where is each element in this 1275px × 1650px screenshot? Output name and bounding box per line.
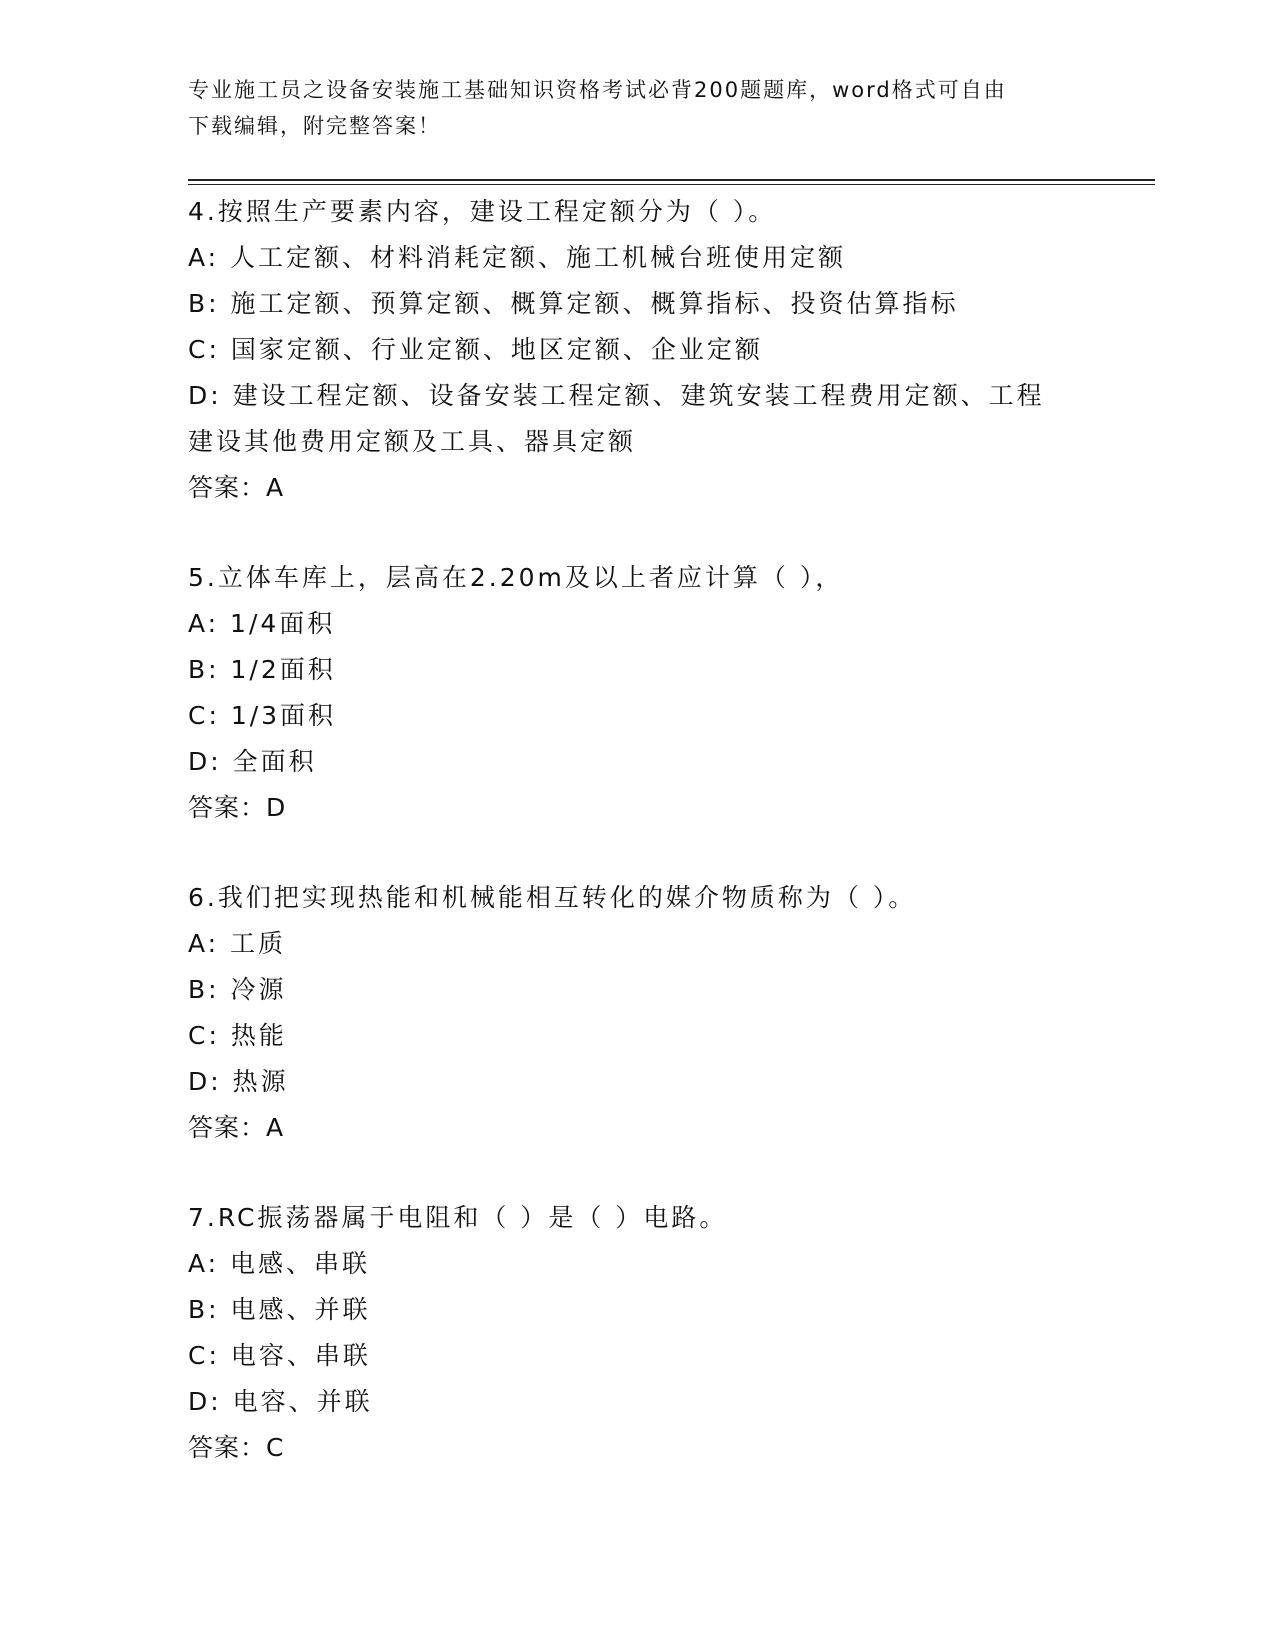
header-line-1: 专业施工员之设备安装施工基础知识资格考试必背200题题库，word格式可自由 [188, 78, 1007, 102]
option-b: B: 电感、并联 [188, 1295, 371, 1324]
question-6 [188, 875, 1088, 1151]
option-c: C: 1/3面积 [188, 701, 337, 730]
option-d-continuation: 建设其他费用定额及工具、器具定额 [188, 427, 637, 456]
document-header [188, 72, 1088, 144]
header-divider-thick [188, 179, 1155, 181]
option-b: B: 1/2面积 [188, 655, 336, 684]
option-d: D: 热源 [188, 1067, 289, 1096]
answer-label: 答案：A [188, 473, 285, 502]
option-a: A: 电感、串联 [188, 1249, 371, 1278]
option-a: A: 人工定额、材料消耗定额、施工机械台班使用定额 [188, 243, 847, 272]
header-line-2: 下载编辑，附完整答案！ [188, 114, 441, 138]
option-a: A: 1/4面积 [188, 609, 336, 638]
option-b: B: 冷源 [188, 975, 287, 1004]
option-c: C: 国家定额、行业定额、地区定额、企业定额 [188, 335, 763, 364]
option-a: A: 工质 [188, 929, 287, 958]
answer-label: 答案：D [188, 793, 287, 822]
option-d: D: 全面积 [188, 747, 317, 776]
question-stem: 6.我们把实现热能和机械能相互转化的媒介物质称为（ ）。 [188, 883, 917, 912]
question-stem: 5.立体车库上，层高在2.20m及以上者应计算（ ）， [188, 563, 844, 592]
header-divider-thin [188, 184, 1155, 185]
option-d: D: 电容、并联 [188, 1387, 373, 1416]
option-c: C: 热能 [188, 1021, 287, 1050]
question-4 [188, 189, 1088, 511]
option-c: C: 电容、串联 [188, 1341, 371, 1370]
option-b: B: 施工定额、预算定额、概算定额、概算指标、投资估算指标 [188, 289, 959, 318]
question-5 [188, 555, 1088, 831]
question-7 [188, 1195, 1088, 1471]
option-d: D: 建设工程定额、设备安装工程定额、建筑安装工程费用定额、工程 [188, 381, 1045, 410]
question-stem: 7.RC振荡器属于电阻和（ ）是（ ）电路。 [188, 1203, 728, 1232]
question-stem: 4.按照生产要素内容，建设工程定额分为（ ）。 [188, 197, 777, 226]
answer-label: 答案：C [188, 1433, 285, 1462]
answer-label: 答案：A [188, 1113, 285, 1142]
